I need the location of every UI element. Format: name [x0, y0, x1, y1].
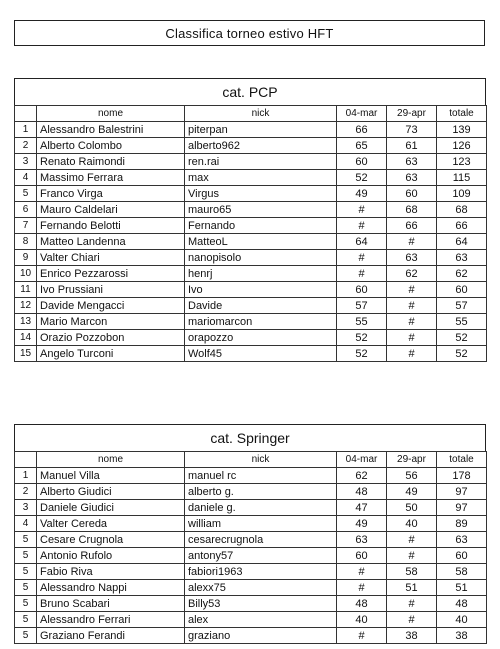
total-cell: 63	[437, 532, 487, 548]
nick-cell: henrj	[185, 266, 337, 282]
score-29-apr-cell: #	[387, 314, 437, 330]
score-04-mar-cell: 47	[337, 500, 387, 516]
rank-cell: 12	[15, 298, 37, 314]
score-04-mar-cell: #	[337, 250, 387, 266]
table-row	[15, 122, 487, 138]
score-04-mar-cell: #	[337, 628, 387, 644]
col-header-pos	[15, 106, 37, 122]
nick-cell: Ivo	[185, 282, 337, 298]
rank-cell: 3	[15, 154, 37, 170]
score-04-mar-cell: #	[337, 218, 387, 234]
total-cell: 115	[437, 170, 487, 186]
name-cell: Renato Raimondi	[37, 154, 185, 170]
table-row	[15, 500, 487, 516]
total-cell: 64	[437, 234, 487, 250]
table-row	[15, 218, 487, 234]
col-header-total: totale	[437, 452, 487, 468]
rank-cell: 4	[15, 170, 37, 186]
nick-cell: Virgus	[185, 186, 337, 202]
score-29-apr-cell: 38	[387, 628, 437, 644]
nick-cell: daniele g.	[185, 500, 337, 516]
page-title-text: Classifica torneo estivo HFT	[165, 25, 334, 41]
table-row	[15, 298, 487, 314]
rank-cell: 14	[15, 330, 37, 346]
score-29-apr-cell: #	[387, 548, 437, 564]
name-cell: Alessandro Ferrari	[37, 612, 185, 628]
rank-cell: 8	[15, 234, 37, 250]
col-header-name: nome	[37, 452, 185, 468]
rank-cell: 5	[15, 186, 37, 202]
category-pcp	[14, 78, 486, 362]
col-header-d2: 29-apr	[387, 106, 437, 122]
total-cell: 126	[437, 138, 487, 154]
table-row	[15, 138, 487, 154]
table-header-row	[15, 452, 487, 468]
page-title	[14, 20, 485, 46]
score-29-apr-cell: 60	[387, 186, 437, 202]
table-row	[15, 484, 487, 500]
score-04-mar-cell: 60	[337, 282, 387, 298]
score-04-mar-cell: 65	[337, 138, 387, 154]
total-cell: 89	[437, 516, 487, 532]
nick-cell: max	[185, 170, 337, 186]
nick-cell: mariomarcon	[185, 314, 337, 330]
name-cell: Mauro Caldelari	[37, 202, 185, 218]
table-row	[15, 564, 487, 580]
col-header-d1: 04-mar	[337, 106, 387, 122]
col-header-total: totale	[437, 106, 487, 122]
col-header-pos	[15, 452, 37, 468]
rank-cell: 1	[15, 122, 37, 138]
rank-cell: 4	[15, 516, 37, 532]
score-29-apr-cell: 50	[387, 500, 437, 516]
rank-cell: 13	[15, 314, 37, 330]
score-04-mar-cell: 60	[337, 548, 387, 564]
score-29-apr-cell: #	[387, 532, 437, 548]
rank-cell: 5	[15, 612, 37, 628]
category-springer	[14, 424, 486, 644]
total-cell: 68	[437, 202, 487, 218]
nick-cell: nanopisolo	[185, 250, 337, 266]
name-cell: Alessandro Nappi	[37, 580, 185, 596]
score-04-mar-cell: 62	[337, 468, 387, 484]
score-29-apr-cell: 73	[387, 122, 437, 138]
score-04-mar-cell: #	[337, 564, 387, 580]
rank-cell: 15	[15, 346, 37, 362]
col-header-d2: 29-apr	[387, 452, 437, 468]
nick-cell: alberto962	[185, 138, 337, 154]
score-29-apr-cell: #	[387, 330, 437, 346]
nick-cell: Fernando	[185, 218, 337, 234]
table-row	[15, 202, 487, 218]
nick-cell: cesarecrugnola	[185, 532, 337, 548]
name-cell: Fernando Belotti	[37, 218, 185, 234]
name-cell: Daniele Giudici	[37, 500, 185, 516]
table-row	[15, 516, 487, 532]
score-04-mar-cell: 52	[337, 330, 387, 346]
table-row	[15, 186, 487, 202]
rank-cell: 1	[15, 468, 37, 484]
ranking-table-springer	[14, 451, 487, 644]
rank-cell: 5	[15, 580, 37, 596]
table-row	[15, 548, 487, 564]
table-row	[15, 314, 487, 330]
total-cell: 97	[437, 484, 487, 500]
name-cell: Ivo Prussiani	[37, 282, 185, 298]
table-header-row	[15, 106, 487, 122]
nick-cell: Davide	[185, 298, 337, 314]
score-29-apr-cell: 49	[387, 484, 437, 500]
name-cell: Graziano Ferandi	[37, 628, 185, 644]
score-04-mar-cell: 57	[337, 298, 387, 314]
nick-cell: alex	[185, 612, 337, 628]
total-cell: 63	[437, 250, 487, 266]
col-header-nick: nick	[185, 106, 337, 122]
nick-cell: piterpan	[185, 122, 337, 138]
ranking-table-pcp	[14, 105, 487, 362]
rank-cell: 3	[15, 500, 37, 516]
table-row	[15, 250, 487, 266]
total-cell: 66	[437, 218, 487, 234]
score-04-mar-cell: #	[337, 580, 387, 596]
total-cell: 62	[437, 266, 487, 282]
score-29-apr-cell: 56	[387, 468, 437, 484]
table-body-springer	[15, 468, 487, 644]
name-cell: Alessandro Balestrini	[37, 122, 185, 138]
table-row	[15, 330, 487, 346]
score-04-mar-cell: 48	[337, 484, 387, 500]
name-cell: Massimo Ferrara	[37, 170, 185, 186]
score-29-apr-cell: 40	[387, 516, 437, 532]
table-row	[15, 266, 487, 282]
score-04-mar-cell: 52	[337, 170, 387, 186]
table-row	[15, 468, 487, 484]
total-cell: 109	[437, 186, 487, 202]
table-row	[15, 628, 487, 644]
score-04-mar-cell: #	[337, 202, 387, 218]
score-04-mar-cell: 63	[337, 532, 387, 548]
rank-cell: 11	[15, 282, 37, 298]
total-cell: 40	[437, 612, 487, 628]
total-cell: 58	[437, 564, 487, 580]
name-cell: Valter Chiari	[37, 250, 185, 266]
col-header-d1: 04-mar	[337, 452, 387, 468]
nick-cell: alberto g.	[185, 484, 337, 500]
score-29-apr-cell: 66	[387, 218, 437, 234]
score-04-mar-cell: 55	[337, 314, 387, 330]
table-row	[15, 282, 487, 298]
score-29-apr-cell: 61	[387, 138, 437, 154]
category-title-springer: cat. Springer	[14, 424, 486, 451]
name-cell: Mario Marcon	[37, 314, 185, 330]
total-cell: 123	[437, 154, 487, 170]
score-29-apr-cell: #	[387, 612, 437, 628]
score-04-mar-cell: 64	[337, 234, 387, 250]
score-04-mar-cell: 52	[337, 346, 387, 362]
name-cell: Alberto Giudici	[37, 484, 185, 500]
score-29-apr-cell: #	[387, 298, 437, 314]
score-29-apr-cell: 51	[387, 580, 437, 596]
name-cell: Enrico Pezzarossi	[37, 266, 185, 282]
score-29-apr-cell: 63	[387, 250, 437, 266]
score-29-apr-cell: 63	[387, 154, 437, 170]
total-cell: 51	[437, 580, 487, 596]
total-cell: 52	[437, 346, 487, 362]
nick-cell: antony57	[185, 548, 337, 564]
name-cell: Angelo Turconi	[37, 346, 185, 362]
nick-cell: ren.rai	[185, 154, 337, 170]
name-cell: Manuel Villa	[37, 468, 185, 484]
rank-cell: 5	[15, 564, 37, 580]
score-04-mar-cell: 60	[337, 154, 387, 170]
name-cell: Alberto Colombo	[37, 138, 185, 154]
nick-cell: fabiori1963	[185, 564, 337, 580]
nick-cell: MatteoL	[185, 234, 337, 250]
table-row	[15, 154, 487, 170]
nick-cell: Wolf45	[185, 346, 337, 362]
score-04-mar-cell: 49	[337, 516, 387, 532]
table-row	[15, 170, 487, 186]
category-title-pcp: cat. PCP	[14, 78, 486, 105]
total-cell: 48	[437, 596, 487, 612]
score-04-mar-cell: 48	[337, 596, 387, 612]
score-29-apr-cell: 58	[387, 564, 437, 580]
score-29-apr-cell: 62	[387, 266, 437, 282]
score-29-apr-cell: #	[387, 234, 437, 250]
total-cell: 38	[437, 628, 487, 644]
nick-cell: manuel rc	[185, 468, 337, 484]
total-cell: 55	[437, 314, 487, 330]
table-row	[15, 532, 487, 548]
rank-cell: 5	[15, 628, 37, 644]
score-29-apr-cell: 63	[387, 170, 437, 186]
rank-cell: 5	[15, 532, 37, 548]
nick-cell: orapozzo	[185, 330, 337, 346]
rank-cell: 7	[15, 218, 37, 234]
table-row	[15, 596, 487, 612]
score-29-apr-cell: #	[387, 596, 437, 612]
rank-cell: 9	[15, 250, 37, 266]
total-cell: 60	[437, 548, 487, 564]
total-cell: 52	[437, 330, 487, 346]
rank-cell: 2	[15, 484, 37, 500]
table-row	[15, 580, 487, 596]
name-cell: Cesare Crugnola	[37, 532, 185, 548]
score-29-apr-cell: #	[387, 282, 437, 298]
total-cell: 139	[437, 122, 487, 138]
table-row	[15, 612, 487, 628]
total-cell: 178	[437, 468, 487, 484]
score-04-mar-cell: 49	[337, 186, 387, 202]
score-04-mar-cell: 40	[337, 612, 387, 628]
rank-cell: 5	[15, 596, 37, 612]
name-cell: Antonio Rufolo	[37, 548, 185, 564]
table-body-pcp	[15, 122, 487, 362]
score-29-apr-cell: #	[387, 346, 437, 362]
total-cell: 57	[437, 298, 487, 314]
col-header-name: nome	[37, 106, 185, 122]
name-cell: Bruno Scabari	[37, 596, 185, 612]
rank-cell: 2	[15, 138, 37, 154]
score-04-mar-cell: #	[337, 266, 387, 282]
name-cell: Fabio Riva	[37, 564, 185, 580]
score-04-mar-cell: 66	[337, 122, 387, 138]
name-cell: Matteo Landenna	[37, 234, 185, 250]
nick-cell: graziano	[185, 628, 337, 644]
nick-cell: Billy53	[185, 596, 337, 612]
name-cell: Davide Mengacci	[37, 298, 185, 314]
name-cell: Orazio Pozzobon	[37, 330, 185, 346]
rank-cell: 5	[15, 548, 37, 564]
rank-cell: 10	[15, 266, 37, 282]
rank-cell: 6	[15, 202, 37, 218]
nick-cell: mauro65	[185, 202, 337, 218]
total-cell: 97	[437, 500, 487, 516]
table-row	[15, 346, 487, 362]
total-cell: 60	[437, 282, 487, 298]
nick-cell: william	[185, 516, 337, 532]
name-cell: Valter Cereda	[37, 516, 185, 532]
table-row	[15, 234, 487, 250]
name-cell: Franco Virga	[37, 186, 185, 202]
score-29-apr-cell: 68	[387, 202, 437, 218]
col-header-nick: nick	[185, 452, 337, 468]
nick-cell: alexx75	[185, 580, 337, 596]
